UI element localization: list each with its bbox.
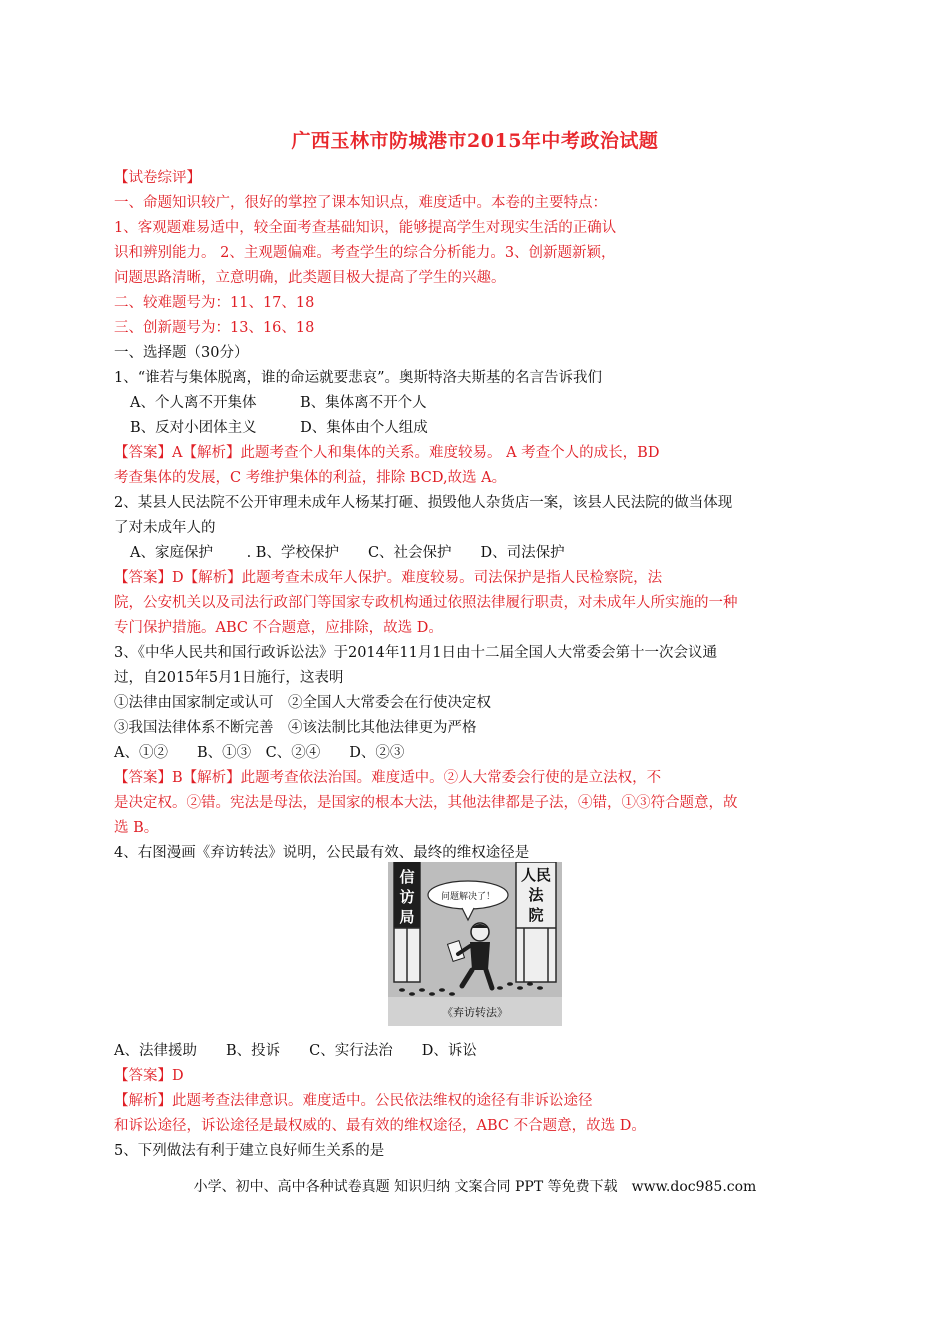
review-heading: 【试卷综评】	[114, 170, 201, 186]
page-title: 广西玉林市防城港市2015年中考政治试题	[291, 130, 659, 152]
question-4-answer: 【答案】D	[114, 1068, 184, 1084]
question-4-options: A、法律援助 B、投诉 C、实行法治 D、诉讼	[114, 1043, 477, 1059]
question-1-answer: 【答案】A【解析】此题考查个人和集体的关系。难度较易。 A 考查个人的成长，BD	[114, 445, 660, 461]
question-1-options: B、反对小团体主义 D、集体由个人组成	[130, 420, 428, 436]
question-3-stem: 过，自2015年5月1日施行，这表明	[114, 670, 344, 686]
question-2-answer: 专门保护措施。ABC 不合题意，应排除，故选 D。	[114, 620, 443, 636]
question-2-options: A、家庭保护 . B、学校保护 C、社会保护 D、司法保护	[130, 545, 565, 561]
section-heading: 一、选择题（30分）	[114, 345, 249, 361]
footer-text: 小学、初中、高中各种试卷真题 知识归纳 文案合同 PPT 等免费下载 www.doc985.com	[193, 1179, 757, 1195]
left-sign-char: 局	[399, 908, 415, 926]
right-sign-char: 院	[528, 906, 544, 924]
right-sign-char: 法	[528, 886, 544, 904]
question-2-stem: 2、某县人民法院不公开审理未成年人杨某打砸、损毁他人杂货店一案，该县人民法院的做当体现	[114, 495, 733, 511]
question-3-answer: 【答案】B【解析】此题考查依法治国。难度适中。②人大常委会行使的是立法权，不	[114, 770, 662, 786]
review-line: 三、创新题号为：13、16、18	[114, 320, 315, 336]
cartoon-caption: 《弃访转法》	[442, 1006, 508, 1019]
question-2-answer: 院，公安机关以及司法行政部门等国家专政机构通过依照法律履行职责，对未成年人所实施的一种	[114, 595, 738, 611]
question-3-statements: ①法律由国家制定或认可 ②全国人大常委会在行使决定权	[114, 695, 491, 711]
question-4-analysis: 【解析】此题考查法律意识。难度适中。公民依法维权的途径有非诉讼途径	[114, 1093, 593, 1109]
review-line: 识和辨别能力。 2、主观题偏难。考查学生的综合分析能力。3、创新题新颖，	[114, 245, 616, 261]
question-1-stem: 1、“谁若与集体脱离，谁的命运就要悲哀”。奥斯特洛夫斯基的名言告诉我们	[114, 370, 603, 386]
cartoon-image	[388, 862, 562, 1026]
question-3-answer: 是决定权。②错。宪法是母法，是国家的根本大法，其他法律都是子法，④错，①③符合题意，故	[114, 795, 738, 811]
review-line: 一、命题知识较广，很好的掌控了课本知识点，难度适中。本卷的主要特点：	[114, 195, 607, 211]
review-line: 二、较难题号为：11、17、18	[114, 295, 315, 311]
left-sign-char: 访	[399, 888, 415, 906]
review-line: 1、客观题难易适中，较全面考查基础知识，能够提高学生对现实生活的正确认	[114, 220, 617, 236]
question-4-analysis: 和诉讼途径，诉讼途径是最权威的、最有效的维权途径，ABC 不合题意，故选 D。	[114, 1118, 646, 1134]
question-2-answer: 【答案】D【解析】此题考查未成年人保护。难度较易。司法保护是指人民检察院，法	[114, 570, 663, 586]
question-1-options: A、个人离不开集体 B、集体离不开个人	[130, 395, 427, 411]
question-4-stem: 4、右图漫画《弃访转法》说明，公民最有效、最终的维权途径是	[114, 845, 530, 861]
right-sign-char: 人民	[520, 866, 552, 884]
question-1-answer: 考查集体的发展，C 考维护集体的利益，排除 BCD,故选 A。	[114, 470, 507, 486]
question-3-options: A、①② B、①③ C、②④ D、②③	[114, 745, 405, 761]
question-3-answer: 选 B。	[114, 820, 159, 836]
left-sign-char: 信	[399, 868, 415, 886]
question-3-stem: 3、《中华人民共和国行政诉讼法》于2014年11月1日由十二届全国人大常委会第十一次会议通	[114, 645, 718, 661]
question-3-statements: ③我国法律体系不断完善 ④该法制比其他法律更为严格	[114, 720, 477, 736]
speech-bubble-text: 问题解决了！	[440, 892, 496, 902]
review-line: 问题思路清晰，立意明确，此类题目极大提高了学生的兴趣。	[114, 270, 506, 286]
question-2-stem: 了对未成年人的	[114, 520, 216, 536]
question-5-stem: 5、下列做法有利于建立良好师生关系的是	[114, 1143, 385, 1159]
